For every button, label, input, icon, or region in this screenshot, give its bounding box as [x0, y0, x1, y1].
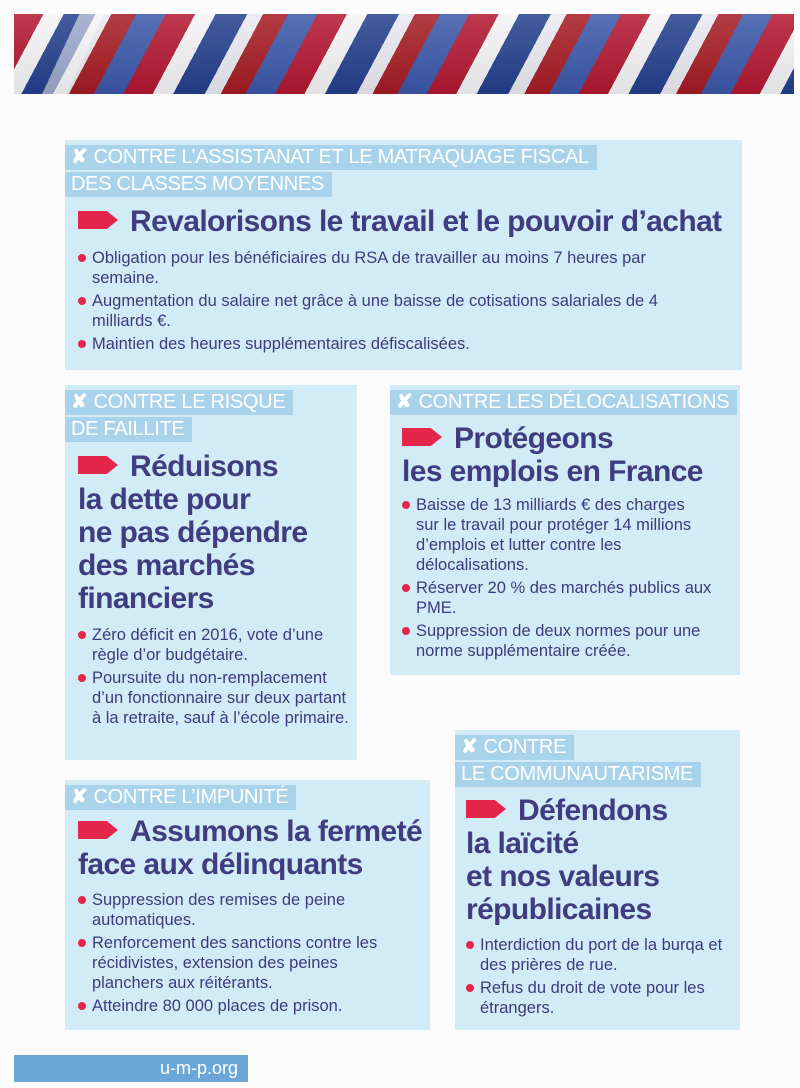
section-debt-tag-line2: DE FAILLITE [65, 417, 192, 442]
section-debt-heading: Réduisons la dette pour ne pas dépendre des marchés financiers [78, 450, 308, 615]
arrow-right-icon [78, 211, 118, 229]
x-mark-icon: ✘ [71, 146, 88, 168]
list-item: Interdiction du port de la burqa et des prières de rue. [466, 935, 731, 975]
section-secularism-tag-line2: LE COMMUNAUTARISME [455, 762, 701, 787]
section-work-list [78, 248, 678, 357]
flags-banner-image [14, 14, 794, 94]
section-jobs-list [402, 495, 712, 664]
section-debt-tag-line1: ✘ CONTRE LE RISQUE [65, 390, 293, 415]
section-jobs-heading: Protégeons les emplois en France [402, 422, 703, 488]
list-item: Renforcement des sanctions contre les récidivistes, extension des peines planchers aux réitérants. [78, 933, 408, 993]
section-impunity-list [78, 890, 408, 1019]
footer-website-link[interactable]: u-m-p.org [14, 1055, 248, 1082]
list-item: Obligation pour les bénéficiaires du RSA de travailler au moins 7 heures par semaine. [78, 248, 678, 288]
list-item: Baisse de 13 milliards € des charges sur le travail pour protéger 14 millions d’emplois et lutter contre les délocalisations. [402, 495, 712, 575]
section-work-tag-line2: DES CLASSES MOYENNES [65, 172, 332, 197]
x-mark-icon: ✘ [396, 391, 413, 413]
section-secularism-heading: Défendons la laïcité et nos valeurs républicaines [466, 794, 668, 926]
list-item: Réserver 20 % des marchés publics aux PME. [402, 578, 712, 618]
list-item: Atteindre 80 000 places de prison. [78, 996, 408, 1016]
list-item: Augmentation du salaire net grâce à une baisse de cotisations salariales de 4 milliards €. [78, 291, 678, 331]
list-item: Refus du droit de vote pour les étrangers. [466, 978, 731, 1018]
section-secularism-tag-line1: ✘ CONTRE [455, 735, 574, 760]
arrow-right-icon [78, 821, 118, 839]
arrow-right-icon [402, 428, 442, 446]
list-item: Maintien des heures supplémentaires défiscalisées. [78, 334, 678, 354]
arrow-right-icon [78, 456, 118, 474]
section-impunity-tag: ✘ CONTRE L’IMPUNITÉ [65, 785, 296, 810]
list-item: Poursuite du non-remplacement d’un fonctionnaire sur deux partant à la retraite, sauf à l’école primaire. [78, 668, 350, 728]
section-secularism-list [466, 935, 731, 1021]
x-mark-icon: ✘ [461, 736, 478, 758]
x-mark-icon: ✘ [71, 786, 88, 808]
section-work-heading: Revalorisons le travail et le pouvoir d’achat [78, 205, 728, 238]
arrow-right-icon [466, 800, 506, 818]
list-item: Suppression des remises de peine automatiques. [78, 890, 408, 930]
list-item: Suppression de deux normes pour une norme supplémentaire créée. [402, 621, 712, 661]
section-work-tag-line1: ✘ CONTRE L’ASSISTANAT ET LE MATRAQUAGE FISCAL [65, 145, 597, 170]
section-impunity-heading: Assumons la fermeté face aux délinquants [78, 815, 423, 881]
section-debt-list [78, 625, 350, 731]
list-item: Zéro déficit en 2016, vote d’une règle d’or budgétaire. [78, 625, 350, 665]
x-mark-icon: ✘ [71, 391, 88, 413]
section-jobs-tag: ✘ CONTRE LES DÉLOCALISATIONS [390, 390, 737, 415]
